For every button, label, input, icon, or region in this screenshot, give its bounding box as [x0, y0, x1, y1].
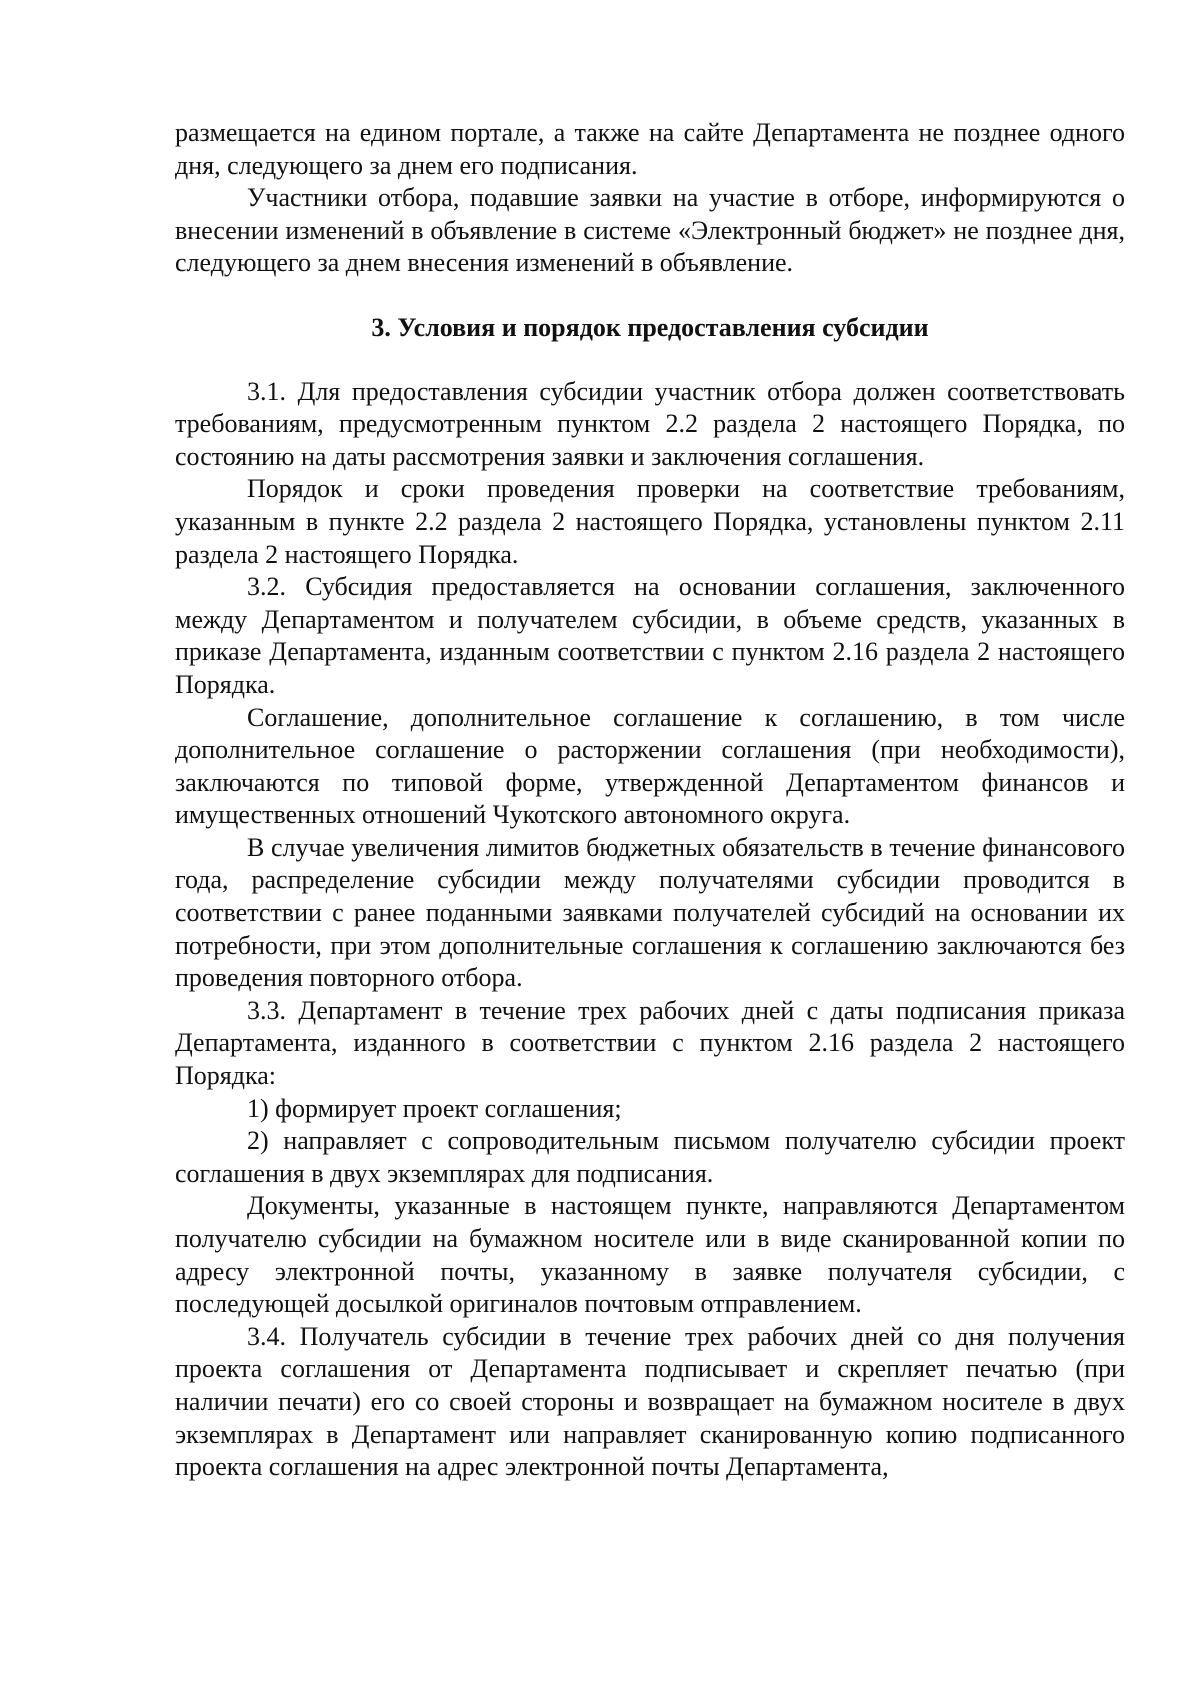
- paragraph-agreement-form: Соглашение, дополнительное соглашение к соглашению, в том числе дополнительное соглашение о расторжении соглашения (при необходимости), заключаются по типовой форме, утвержденной Департаментом финансов и имущественных отношений Чукотского автономного округа.: [175, 702, 1125, 830]
- paragraph-verification-procedure: Порядок и сроки проведения проверки на соответствие требованиям, указанным в пункте 2.2 раздела 2 настоящего Порядка, установлены пунктом 2.11 раздела 2 настоящего Порядка.: [175, 474, 1125, 569]
- paragraph-participants-notice: Участники отбора, подавшие заявки на участие в отборе, информируются о внесении изменений в объявление в системе «Электронный бюджет» не позднее дня, следующего за днем внесения изменений в объявление.: [175, 183, 1125, 278]
- paragraph-3-4: 3.4. Получатель субсидии в течение трех рабочих дней со дня получения проекта соглашения от Департамента подписывает и скрепляет печатью (при наличии печати) его со своей стороны и возвращает на бумажном носителе в двух экземплярах в Департамент или направляет сканированную копию подписанного проекта соглашения на адрес электронной почты Департамента,: [175, 1321, 1125, 1482]
- paragraph-3-1: 3.1. Для предоставления субсидии участник отбора должен соответствовать требованиям, предусмотренным пунктом 2.2 раздела 2 настоящего Порядка, по состоянию на даты рассмотрения заявки и заключения соглашения.: [175, 376, 1125, 471]
- list-item-2: 2) направляет с сопроводительным письмом получателю субсидии проект соглашения в двух экземплярах для подписания.: [175, 1126, 1125, 1188]
- paragraph-3-2: 3.2. Субсидия предоставляется на основании соглашения, заключенного между Департаментом и получателем субсидии, в объеме средств, указанных в приказе Департамента, изданным соответствии с пунктом 2.16 раздела 2 настоящего Порядка.: [175, 572, 1125, 699]
- paragraph-documents-delivery: Документы, указанные в настоящем пункте, направляются Департаментом получателю субсидии на бумажном носителе или в виде сканированной копии по адресу электронной почты, указанному в заявке получателя субсидии, с последующей досылкой оригиналов почтовым отправлением.: [175, 1191, 1125, 1319]
- list-item-1: 1) формирует проект соглашения;: [247, 1093, 622, 1123]
- document-body: [175, 117, 1125, 1484]
- paragraph-3-3: 3.3. Департамент в течение трех рабочих дней с даты подписания приказа Департамента, изданного в соответствии с пунктом 2.16 раздела 2 настоящего Порядка:: [175, 995, 1125, 1091]
- paragraph-limit-increase: В случае увеличения лимитов бюджетных обязательств в течение финансового года, распределение субсидии между получателями субсидии проводится в соответствии с ранее поданными заявками получателей субсидий на основании их потребности, при этом дополнительные соглашения к соглашению заключаются без проведения повторного отбора.: [175, 832, 1125, 993]
- paragraph-continuation: размещается на едином портале, а также на сайте Департамента не позднее одного дня, следующего за днем его подписания.: [175, 118, 1125, 180]
- section-heading: 3. Условия и порядок предоставления субсидии: [371, 312, 929, 342]
